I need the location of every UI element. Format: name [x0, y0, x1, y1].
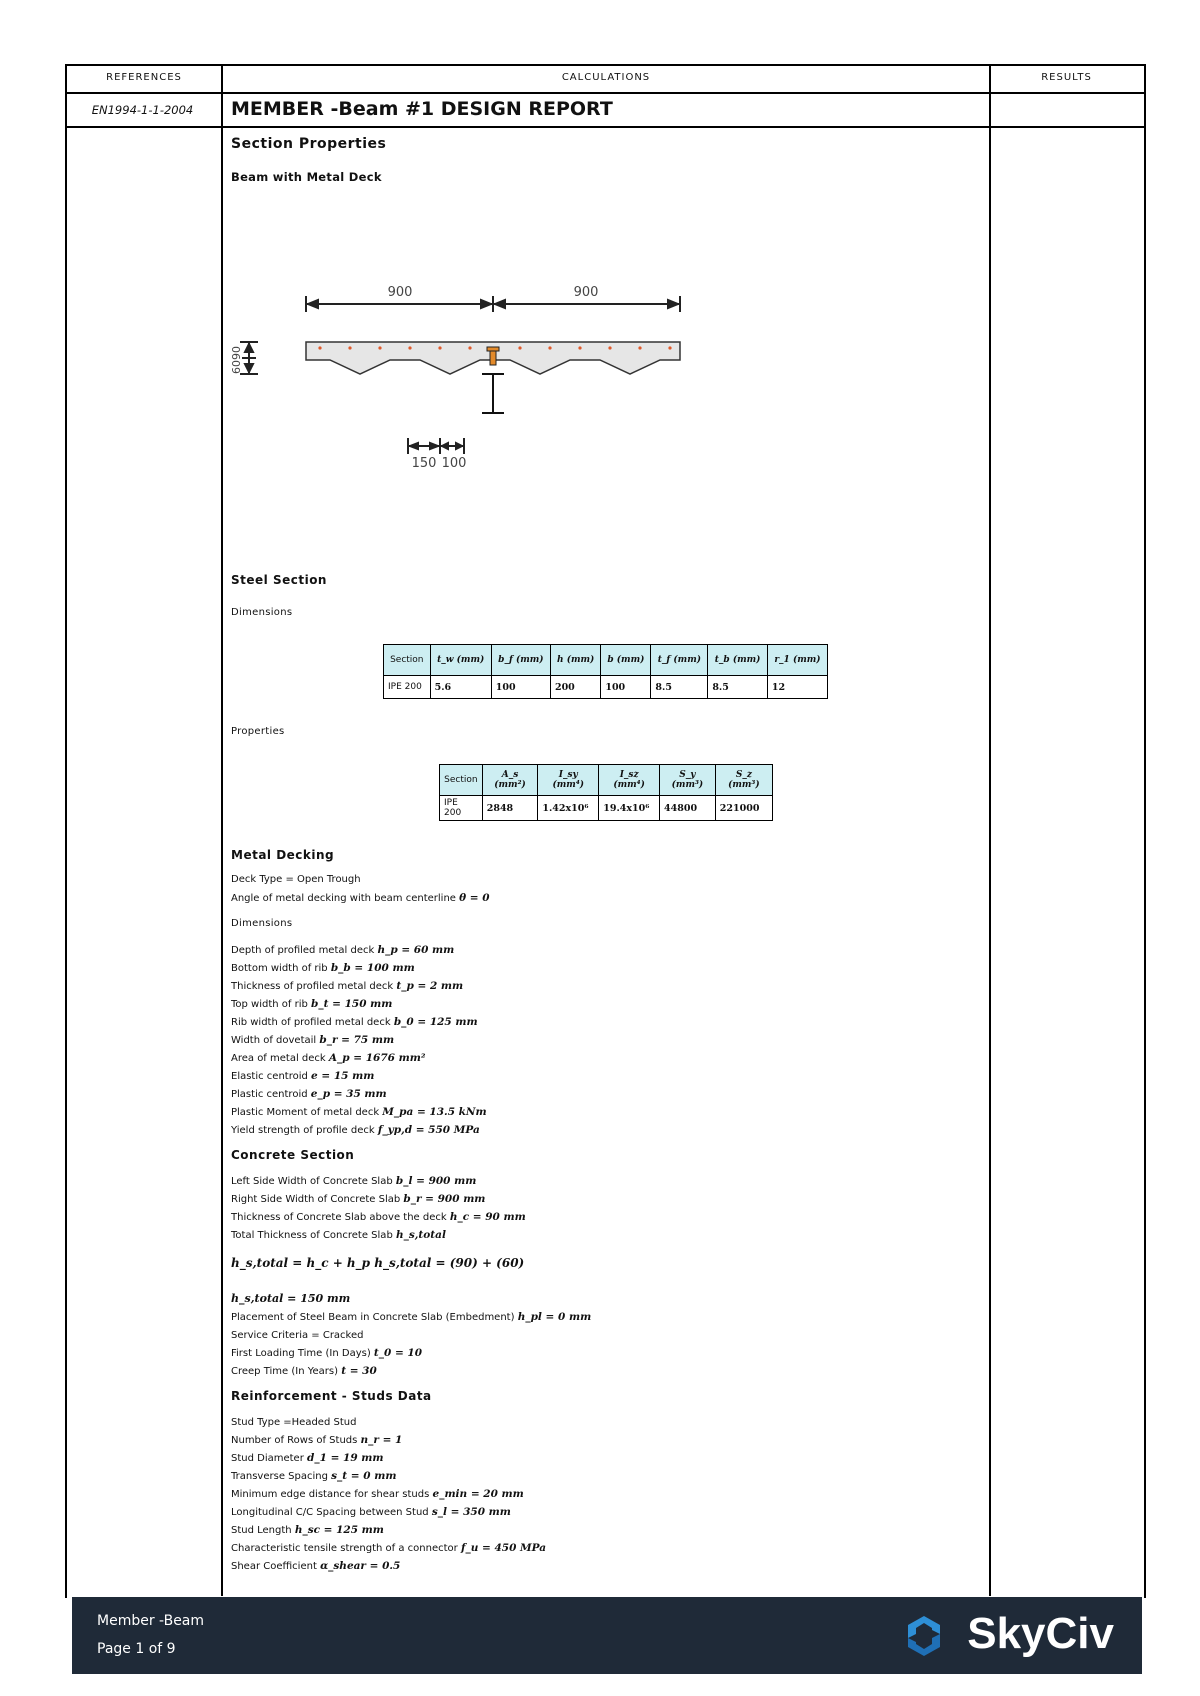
stud-item: Stud Type =Headed Stud — [231, 1417, 357, 1428]
stud-item: Minimum edge distance for shear studs e_min = 20 mm — [231, 1488, 524, 1500]
table-cell: 221000 — [715, 796, 772, 821]
table-cell: 5.6 — [430, 676, 491, 699]
deck-item: Yield strength of profile deck f_yp,d = 550 MPa — [231, 1124, 480, 1136]
table-header-cell: t_b (mm) — [708, 645, 768, 676]
deck-item: Top width of rib b_t = 150 mm — [231, 998, 393, 1010]
concrete-item: Right Side Width of Concrete Slab b_r = 900 mm — [231, 1193, 486, 1205]
results-header: RESULTS — [1041, 72, 1092, 83]
dimensions-label: Dimensions — [231, 607, 293, 618]
stud-item: Longitudinal C/C Spacing between Stud s_l = 350 mm — [231, 1506, 511, 1518]
deck-item: Area of metal deck A_p = 1676 mm² — [231, 1052, 426, 1064]
concrete-item: Service Criteria = Cracked — [231, 1330, 364, 1341]
steel-section-heading: Steel Section — [231, 573, 327, 587]
concrete-section-heading: Concrete Section — [231, 1148, 355, 1162]
table-header-cell: A_s (mm²) — [482, 765, 538, 796]
footer-brand: SkyCiv — [967, 1609, 1114, 1658]
table-cell: 44800 — [660, 796, 716, 821]
table-header-cell: t_w (mm) — [430, 645, 491, 676]
table-header-cell: I_sz (mm⁴) — [599, 765, 660, 796]
deck-type: Deck Type = Open Trough — [231, 874, 361, 885]
stud-item: Stud Length h_sc = 125 mm — [231, 1524, 384, 1536]
thickness-formula: h_s,total = h_c + h_p h_s,total = (90) + (60) — [231, 1256, 525, 1270]
deck-item: Rib width of profiled metal deck b_0 = 125 mm — [231, 1016, 478, 1028]
page-footer — [72, 1597, 1142, 1674]
table-cell: 8.5 — [651, 676, 708, 699]
beam-deck-diagram — [230, 270, 710, 480]
deck-item: Width of dovetail b_r = 75 mm — [231, 1034, 395, 1046]
deck-item: Plastic Moment of metal deck M_pa = 13.5 kNm — [231, 1106, 487, 1118]
table-header-cell: Section — [384, 645, 431, 676]
table-cell: 100 — [601, 676, 651, 699]
table-header-cell: r_1 (mm) — [767, 645, 827, 676]
dim-bottom-left-label: 150 — [411, 456, 437, 471]
concrete-item: First Loading Time (In Days) t_0 = 10 — [231, 1347, 423, 1359]
table-cell: 19.4x10⁶ — [599, 796, 660, 821]
header-divider — [65, 92, 1146, 94]
table-header-row — [440, 765, 773, 796]
calculations-header: CALCULATIONS — [561, 72, 651, 83]
table-row — [384, 676, 828, 699]
title-divider — [65, 126, 1146, 128]
metal-decking-heading: Metal Decking — [231, 848, 335, 862]
stud-item: Characteristic tensile strength of a connector f_u = 450 MPa — [231, 1542, 547, 1554]
table-header-cell: S_y (mm³) — [660, 765, 716, 796]
table-row — [440, 796, 773, 821]
stud-item: Stud Diameter d_1 = 19 mm — [231, 1452, 384, 1464]
skyciv-logo-icon — [904, 1614, 944, 1658]
table-cell: IPE 200 — [440, 796, 483, 821]
reinforcement-heading: Reinforcement - Studs Data — [231, 1389, 432, 1403]
dimensions-table — [383, 644, 828, 699]
column-divider-left — [221, 64, 223, 1596]
deck-angle: Angle of metal decking with beam centerline θ = 0 — [231, 892, 490, 904]
stud-item: Shear Coefficient α_shear = 0.5 — [231, 1560, 401, 1572]
table-header-cell: S_z (mm³) — [715, 765, 772, 796]
reference-code: EN1994-1-1-2004 — [91, 103, 194, 117]
deck-item: Bottom width of rib b_b = 100 mm — [231, 962, 415, 974]
table-cell: 8.5 — [708, 676, 768, 699]
section-properties-heading: Section Properties — [231, 136, 387, 152]
concrete-item: Creep Time (In Years) t = 30 — [231, 1365, 377, 1377]
deck-dimensions-label: Dimensions — [231, 918, 293, 929]
properties-label: Properties — [231, 726, 285, 737]
beam-metal-deck-subheading: Beam with Metal Deck — [231, 170, 382, 184]
table-cell: 12 — [767, 676, 827, 699]
table-header-cell: b_f (mm) — [491, 645, 550, 676]
concrete-item: Thickness of Concrete Slab above the deck h_c = 90 mm — [231, 1211, 526, 1223]
concrete-item: Total Thickness of Concrete Slab h_s,total — [231, 1229, 446, 1241]
deck-item: Thickness of profiled metal deck t_p = 2 mm — [231, 980, 464, 992]
table-cell: 200 — [550, 676, 600, 699]
deck-item: Depth of profiled metal deck h_p = 60 mm — [231, 944, 455, 956]
dim-bottom-right-label: 100 — [441, 456, 467, 471]
footer-page-number: Page 1 of 9 — [97, 1641, 176, 1657]
stud-item: Transverse Spacing s_t = 0 mm — [231, 1470, 397, 1482]
footer-member: Member -Beam — [97, 1613, 205, 1629]
table-header-cell: h (mm) — [550, 645, 600, 676]
references-header: REFERENCES — [106, 72, 182, 83]
deck-item: Plastic centroid e_p = 35 mm — [231, 1088, 387, 1100]
dim-left-label: 900 — [387, 285, 413, 300]
deck-item: Elastic centroid e = 15 mm — [231, 1070, 375, 1082]
stud-item: Number of Rows of Studs n_r = 1 — [231, 1434, 403, 1446]
dim-height-label: 6090 — [230, 346, 243, 374]
page-title: MEMBER -Beam #1 DESIGN REPORT — [231, 98, 613, 120]
column-divider-right — [989, 64, 991, 1596]
concrete-item: Placement of Steel Beam in Concrete Slab (Embedment) h_pl = 0 mm — [231, 1311, 592, 1323]
table-header-cell: Section — [440, 765, 483, 796]
thickness-result: h_s,total = 150 mm — [231, 1292, 351, 1305]
table-cell: IPE 200 — [384, 676, 431, 699]
table-header-cell: b (mm) — [601, 645, 651, 676]
dim-right-label: 900 — [573, 285, 599, 300]
table-cell: 100 — [491, 676, 550, 699]
properties-table — [439, 764, 773, 821]
table-header-cell: t_f (mm) — [651, 645, 708, 676]
table-header-row — [384, 645, 828, 676]
concrete-item: Left Side Width of Concrete Slab b_l = 900 mm — [231, 1175, 477, 1187]
table-header-cell: I_sy (mm⁴) — [538, 765, 599, 796]
table-cell: 1.42x10⁶ — [538, 796, 599, 821]
table-cell: 2848 — [482, 796, 538, 821]
